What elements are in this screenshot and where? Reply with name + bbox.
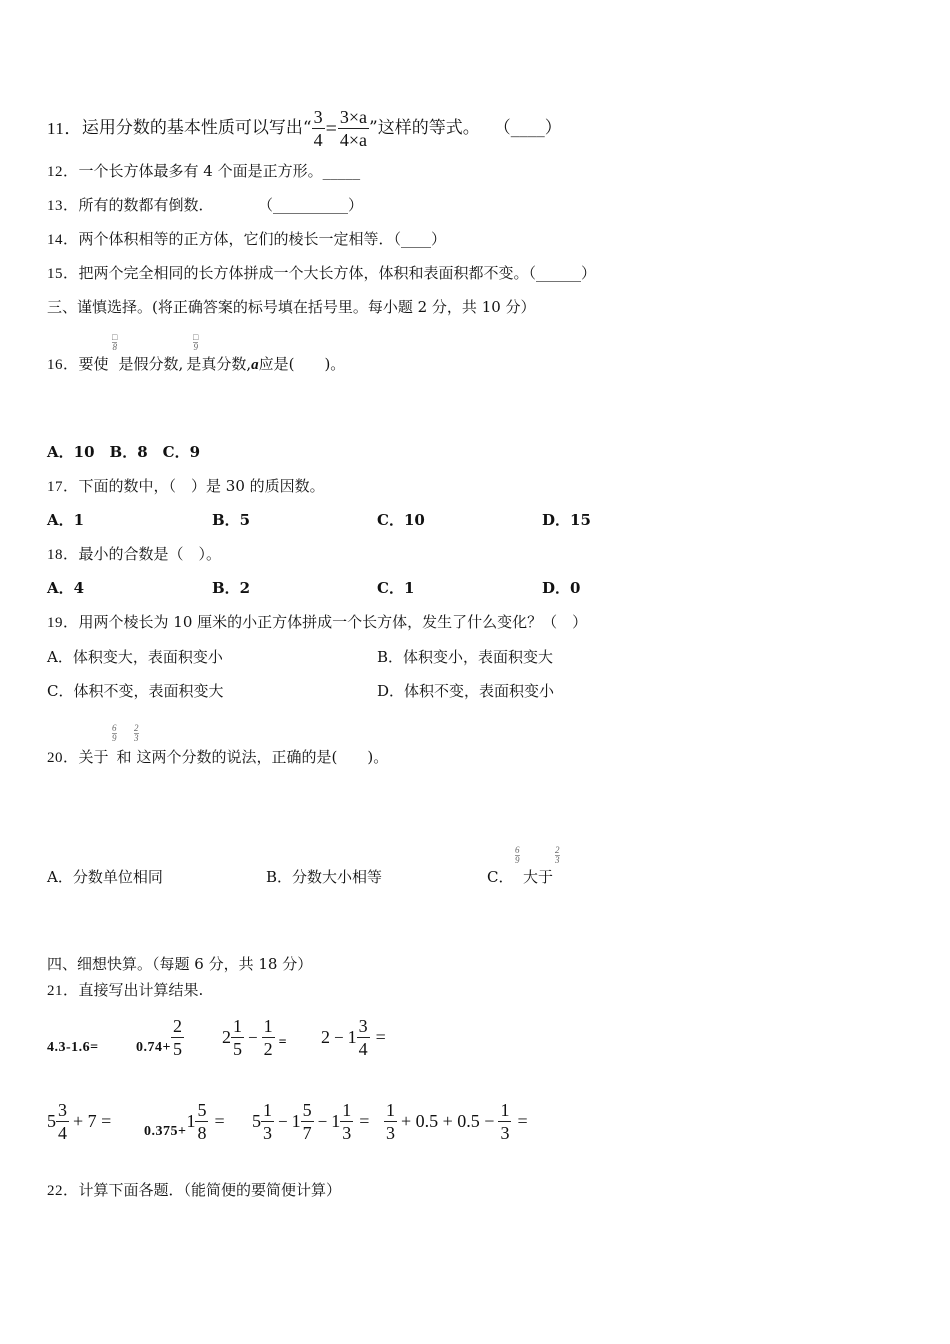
fraction-6-9 [515,846,520,865]
equals-sign: = [375,1027,386,1047]
minus-sign: − [278,1111,288,1131]
question-text: 把两个完全相同的长方体拼成一个大长方体，体积和表面积都不变。（______） [78,264,597,282]
question-number: 14． [47,232,79,248]
question-12 [47,164,360,180]
whole-number: 5 [47,1111,56,1131]
numerator: □ [193,332,199,342]
fraction-1-5 [231,1017,244,1058]
question-number: 11． [47,119,82,138]
question-21 [47,983,203,999]
fraction-2-3 [555,846,560,865]
open-quote: “ [302,118,312,138]
option-c-text: 大于 [523,868,554,886]
numerator: 2 [555,845,560,855]
denominator: 3 [555,855,560,865]
variable-a: a [251,357,259,373]
fraction-5-8 [195,1101,208,1142]
denominator: 8 [112,342,117,352]
expression-1: 4.3-1.6= [47,1040,99,1055]
fraction-6-9 [112,724,117,743]
expression-6 [144,1098,225,1144]
question-text: 计算下面各题．（能简便的要简便计算） [78,1181,342,1199]
question-11 [47,108,562,149]
question-number: 16． [47,357,79,373]
numerator: 5 [197,1099,207,1120]
denominator: 3 [342,1122,352,1143]
numerator: 1 [342,1099,352,1120]
numerator: 3×a [339,107,367,127]
denominator: 8 [197,1122,207,1143]
question-16-options: A．10 B．8 C．9 [47,443,201,461]
option-d[interactable]: D．体积不变，表面积变小 [377,682,555,700]
numerator: 3 [358,1015,368,1036]
question-text: 所有的数都有倒数． [78,196,214,214]
fraction-blank-over-8 [112,333,117,352]
fraction-5-7 [301,1101,314,1142]
question-number: 12． [47,164,79,180]
option-a[interactable]: A．分数单位相同 [47,868,163,886]
whole-number: 2 [222,1027,231,1047]
question-text: 下面的数中，（ ）是 30 的质因数。 [78,477,325,495]
option-a[interactable]: A．体积变大，表面积变小 [47,648,223,666]
numerator: 3 [313,107,323,127]
question-16 [47,357,345,373]
expression-7 [252,1098,369,1144]
question-number: 15． [47,266,79,282]
question-number: 17． [47,479,79,495]
question-number: 19． [47,615,79,631]
fraction-blank-over-9 [193,333,198,352]
option-c[interactable]: C．体积不变，表面积变大 [47,682,224,700]
fraction-1-2 [262,1017,275,1058]
question-text: 两个体积相等的正方体，它们的棱长一定相等．（____） [78,230,447,248]
option-b[interactable]: B．体积变小，表面积变大 [377,648,554,666]
question-text: 和 [116,748,132,766]
question-text: 关于 [78,748,109,766]
question-19 [47,615,587,631]
denominator: 3 [263,1122,272,1143]
fraction-3a-4a [338,108,369,149]
option-a[interactable]: A．4 [47,579,85,597]
expression-3 [222,1014,287,1060]
denominator: 4 [58,1122,67,1143]
answer-blank[interactable]: （__________） [265,196,364,214]
whole-number: 1 [186,1111,196,1131]
close-quote: ” [369,118,378,138]
denominator: 3 [134,733,139,743]
fraction-1-3 [340,1101,353,1142]
equals-sign: = [517,1111,528,1131]
expression-prefix: 0.74+ [136,1040,171,1055]
fraction-3-4 [56,1101,69,1142]
answer-blank[interactable]: （____） [493,118,562,138]
question-18 [47,547,221,563]
question-text: 用两个棱长为 10 厘米的小正方体拼成一个长方体，发生了什么变化？（ ） [78,613,588,631]
equals-sign: = [359,1111,370,1131]
question-number: 18． [47,547,79,563]
question-text: 这样的等式。 [377,118,480,138]
whole-number: 1 [347,1027,357,1047]
expression-5 [47,1098,111,1144]
fraction-2-3 [134,724,139,743]
denominator: 3 [386,1122,395,1143]
equals-sign: = [325,117,337,140]
section-title-3: 三、谨慎选择。(将正确答案的标号填在括号里。每小题 2 分，共 10 分） [47,298,536,316]
question-text: 直接写出计算结果. [78,981,204,999]
fraction-1-3 [384,1101,397,1142]
expression-4 [321,1014,386,1060]
expression-rest: + 7 = [73,1111,112,1131]
minus-sign: − [317,1111,328,1131]
option-b[interactable]: B．2 [212,579,251,597]
whole-number: 2 [321,1027,330,1047]
option-d[interactable]: D．15 [542,511,591,529]
whole-number: 1 [331,1111,341,1131]
expression-middle: + 0.5 + 0.5 − [401,1111,495,1131]
question-number: 13． [47,198,79,214]
equals-sign: = [214,1111,225,1131]
numerator: 1 [263,1099,272,1120]
numerator: 6 [515,845,520,855]
denominator: 9 [193,342,198,352]
question-20 [47,750,388,766]
denominator: 2 [263,1038,273,1059]
numerator: □ [112,332,118,342]
question-text: 这两个分数的说法，正确的是( )。 [136,748,389,766]
denominator: 5 [172,1038,182,1059]
option-c-label[interactable]: C． [487,868,514,886]
whole-number: 5 [252,1111,261,1131]
fraction-1-3 [261,1101,274,1142]
question-text: 最小的合数是（ ）。 [78,545,222,563]
numerator: 1 [500,1099,510,1120]
expression-2 [136,1014,184,1060]
denominator: 5 [233,1038,242,1059]
denominator: 4 [358,1038,368,1059]
question-text: 一个长方体最多有 4 个面是正方形。_____ [78,162,361,180]
numerator: 1 [233,1015,242,1036]
numerator: 1 [263,1015,273,1036]
question-text: 要使 [78,355,109,373]
question-number: 22． [47,1183,79,1199]
option-b[interactable]: B．分数大小相等 [266,868,383,886]
minus-sign: − [248,1027,258,1047]
whole-number: 1 [291,1111,301,1131]
numerator: 2 [172,1015,182,1036]
numerator: 1 [386,1099,395,1120]
denominator: 3 [500,1122,510,1143]
fraction-2-5 [171,1017,184,1058]
question-17 [47,479,325,495]
question-text: 应是( )。 [258,355,346,373]
question-13 [47,198,363,214]
denominator: 4×a [339,130,367,150]
question-text: 是真分数, [186,355,252,373]
option-d[interactable]: D．0 [542,579,581,597]
minus-sign: − [334,1027,344,1047]
question-text: 是假分数, [118,355,184,373]
option-a[interactable]: A．1 [47,511,85,529]
expression-8 [384,1098,528,1144]
option-b[interactable]: B．5 [212,511,251,529]
question-15 [47,266,596,282]
section-title-4: 四、细想快算。（每题 6 分，共 18 分） [47,955,313,973]
denominator: 4 [313,130,323,150]
question-14 [47,232,446,248]
fraction-3-4 [312,108,325,149]
numerator: 3 [58,1099,67,1120]
denominator: 7 [302,1122,312,1143]
numerator: 6 [112,723,117,733]
denominator: 9 [515,855,520,865]
question-number: 21． [47,983,79,999]
equals-sign: = [278,1035,288,1050]
option-c[interactable]: C．1 [377,579,415,597]
numerator: 2 [134,723,139,733]
option-c[interactable]: C．10 [377,511,425,529]
numerator: 5 [302,1099,312,1120]
fraction-1-3 [498,1101,511,1142]
question-text: 运用分数的基本性质可以写出 [81,118,303,138]
question-22 [47,1183,341,1199]
denominator: 9 [112,733,117,743]
question-number: 20． [47,750,79,766]
fraction-3-4 [357,1017,370,1058]
expression-prefix: 0.375+ [144,1124,187,1139]
